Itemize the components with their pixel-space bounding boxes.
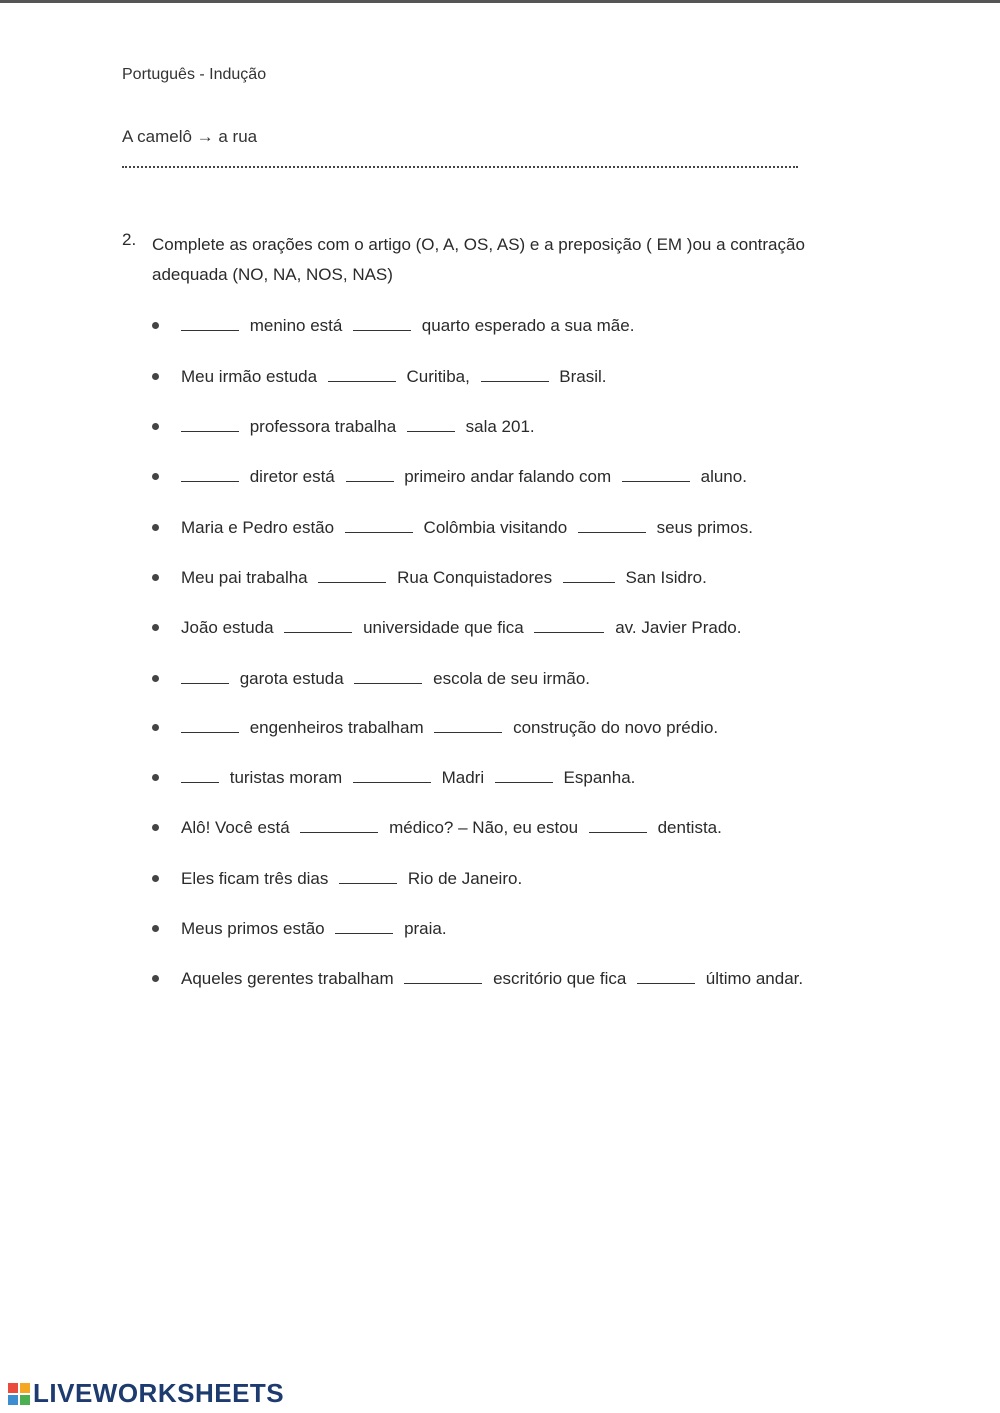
sentence-text: Meu irmão estuda — [181, 367, 322, 386]
answer-blank[interactable] — [578, 518, 646, 533]
answer-blank[interactable] — [181, 669, 229, 684]
sentence-item — [152, 869, 522, 889]
answer-blank[interactable] — [335, 919, 393, 934]
sentence-text: Colômbia visitando — [418, 518, 572, 537]
question-instructions: Complete as orações com o artigo (O, A, OS, AS) e a preposição ( EM )ou a contração adequada (NO, NA, NOS, NAS) — [152, 235, 805, 284]
answer-blank[interactable] — [481, 367, 549, 382]
sentence-text: médico? – Não, eu estou — [384, 818, 583, 837]
sentence-text: quarto esperado a sua mãe. — [417, 316, 635, 335]
liveworksheets-logo — [8, 1378, 284, 1409]
sentence-text: Meus primos estão — [181, 919, 330, 938]
sentence-text: Madri — [436, 768, 489, 787]
sentence-item — [152, 467, 747, 487]
sentence-text: universidade que fica — [358, 618, 529, 637]
bullet-icon — [152, 574, 159, 581]
sentence-text: diretor está — [245, 467, 340, 486]
sentence-item — [152, 669, 590, 689]
bullet-icon — [152, 875, 159, 882]
sentence-text: sala 201. — [460, 417, 535, 436]
sentence-item — [152, 969, 803, 989]
sentence-item — [152, 718, 718, 738]
answer-blank[interactable] — [354, 669, 422, 684]
answer-blank[interactable] — [622, 467, 690, 482]
sentence-item — [152, 618, 742, 638]
sentence-text: primeiro andar falando com — [399, 467, 616, 486]
bullet-icon — [152, 824, 159, 831]
bullet-icon — [152, 473, 159, 480]
answer-blank[interactable] — [589, 818, 647, 833]
bullet-icon — [152, 925, 159, 932]
sentence-item — [152, 768, 635, 788]
sentence-text: av. Javier Prado. — [610, 618, 742, 637]
sentence-item — [152, 818, 722, 838]
sentence-item — [152, 568, 707, 588]
answer-blank[interactable] — [181, 467, 239, 482]
sentence-text: professora trabalha — [245, 417, 401, 436]
sentence-item — [152, 316, 634, 336]
answer-blank[interactable] — [300, 818, 378, 833]
example-line: A camelô → a rua — [122, 127, 258, 146]
answer-blank[interactable] — [563, 568, 615, 583]
answer-blank[interactable] — [637, 969, 695, 984]
scan-top-edge — [0, 0, 1000, 3]
sentence-text: seus primos. — [651, 518, 753, 537]
answer-blank[interactable] — [353, 316, 411, 331]
sentence-item — [152, 367, 607, 387]
sentence-text: menino está — [245, 316, 348, 335]
page-header: Português - Indução — [122, 66, 267, 83]
answer-blank[interactable] — [284, 618, 352, 633]
bullet-icon — [152, 423, 159, 430]
sentence-text: garota estuda — [235, 669, 349, 688]
sentence-text: Maria e Pedro estão — [181, 518, 339, 537]
answer-blank[interactable] — [328, 367, 396, 382]
bullet-icon — [152, 975, 159, 982]
answer-blank[interactable] — [339, 869, 397, 884]
sentence-text: escola de seu irmão. — [428, 669, 591, 688]
sentence-text: dentista. — [652, 818, 722, 837]
logo-grid-icon — [8, 1383, 30, 1405]
sentence-text: Meu pai trabalha — [181, 568, 313, 587]
bullet-icon — [152, 524, 159, 531]
sentence-text: João estuda — [181, 618, 279, 637]
answer-blank[interactable] — [495, 768, 553, 783]
sentence-text: aluno. — [695, 467, 747, 486]
sentence-text: engenheiros trabalham — [245, 718, 429, 737]
sentence-text: Espanha. — [558, 768, 636, 787]
answer-blank[interactable] — [346, 467, 394, 482]
bullet-icon — [152, 724, 159, 731]
bullet-icon — [152, 675, 159, 682]
question-number: 2. — [122, 230, 137, 249]
sentence-text: último andar. — [701, 969, 804, 988]
sentence-item — [152, 919, 447, 939]
answer-blank[interactable] — [318, 568, 386, 583]
answer-blank[interactable] — [181, 417, 239, 432]
sentence-text: Brasil. — [554, 367, 607, 386]
sentence-text: Eles ficam três dias — [181, 869, 334, 888]
answer-blank[interactable] — [345, 518, 413, 533]
logo-text: LIVEWORKSHEETS — [33, 1378, 285, 1408]
bullet-icon — [152, 322, 159, 329]
sentence-text: praia. — [399, 919, 447, 938]
bullet-icon — [152, 774, 159, 781]
sentence-text: Curitiba, — [401, 367, 475, 386]
answer-blank[interactable] — [534, 618, 604, 633]
sentence-text: San Isidro. — [620, 568, 707, 587]
sentence-item — [152, 417, 535, 437]
answer-blank[interactable] — [404, 969, 482, 984]
answer-blank[interactable] — [181, 768, 219, 783]
sentence-text: Aqueles gerentes trabalham — [181, 969, 399, 988]
sentence-text: escritório que fica — [488, 969, 632, 988]
dotted-answer-line[interactable] — [122, 166, 798, 168]
sentence-item — [152, 518, 753, 538]
bullet-icon — [152, 624, 159, 631]
answer-blank[interactable] — [181, 718, 239, 733]
sentence-text: Rua Conquistadores — [392, 568, 557, 587]
sentence-text: turistas moram — [225, 768, 347, 787]
answer-blank[interactable] — [434, 718, 502, 733]
bullet-icon — [152, 373, 159, 380]
sentence-text: construção do novo prédio. — [508, 718, 719, 737]
answer-blank[interactable] — [407, 417, 455, 432]
answer-blank[interactable] — [353, 768, 431, 783]
sentence-text: Alô! Você está — [181, 818, 295, 837]
answer-blank[interactable] — [181, 316, 239, 331]
sentence-text: Rio de Janeiro. — [403, 869, 523, 888]
